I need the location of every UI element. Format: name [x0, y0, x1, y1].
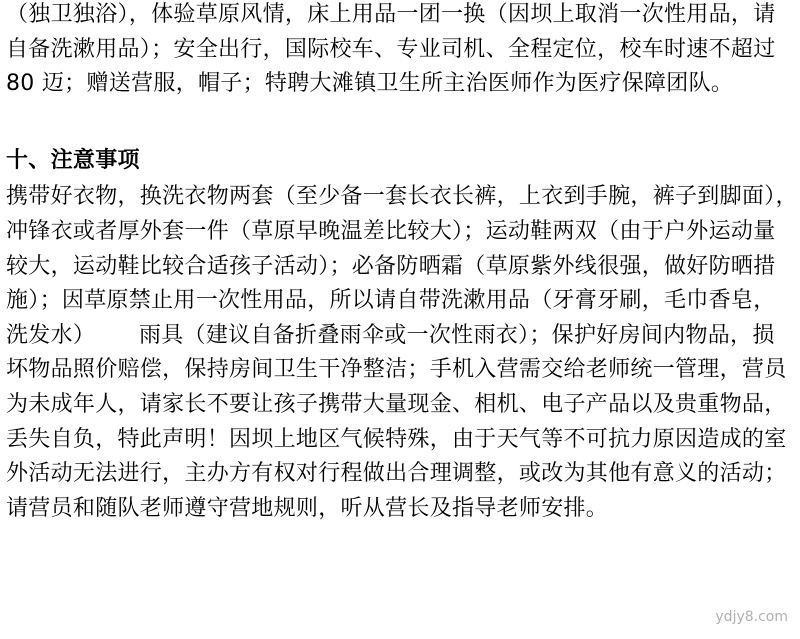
paragraph-line: 施）；因草原禁止用一次性用品，所以请自带洗漱用品（牙膏牙刷，毛巾香皂，	[6, 288, 776, 314]
paragraph-line: 洗发水） 雨具（建议自备折叠雨伞或一次性雨衣）；保护好房间内物品，损	[6, 322, 775, 348]
paragraph-line: （独卫独浴），体验草原风情，床上用品一团一换（因坝上取消一次性用品，请	[6, 2, 776, 27]
paragraph-line: 坏物品照价赔偿，保持房间卫生干净整洁；手机入营需交给老师统一管理，营员	[6, 357, 787, 383]
section-heading: 十、注意事项	[6, 147, 140, 173]
notes-paragraph	[6, 180, 796, 526]
watermark: ydjy8.com	[715, 609, 788, 625]
paragraph-line: 较大，运动鞋比较合适孩子活动）；必备防晒霜（草原紫外线很强，做好防晒措	[6, 253, 776, 279]
intro-paragraph	[6, 0, 796, 102]
paragraph-line: 丢失自负，特此声明！因坝上地区气候特殊，由于天气等不可抗力原因造成的室	[6, 426, 787, 452]
document-body	[6, 0, 796, 526]
paragraph-line: 冲锋衣或者厚外套一件（草原早晚温差比较大）；运动鞋两双（由于户外运动量	[6, 218, 776, 244]
paragraph-line: 外活动无法进行，主办方有权对行程做出合理调整，或改为其他有意义的活动；	[6, 461, 787, 487]
paragraph-line: 80 迈；赠送营服，帽子；特聘大滩镇卫生所主治医师作为医疗保障团队。	[6, 71, 734, 97]
paragraph-line: 为未成年人，请家长不要让孩子携带大量现金、相机、电子产品以及贵重物品，	[6, 391, 787, 417]
paragraph-line: 自备洗漱用品）；安全出行，国际校车、专业司机、全程定位，校车时速不超过	[6, 36, 776, 62]
paragraph-line: 携带好衣物，换洗衣物两套（至少备一套长衣长裤，上衣到手腕，裤子到脚面），	[6, 184, 798, 210]
paragraph-line: 请营员和随队老师遵守营地规则，听从营长及指导老师安排。	[6, 495, 609, 521]
